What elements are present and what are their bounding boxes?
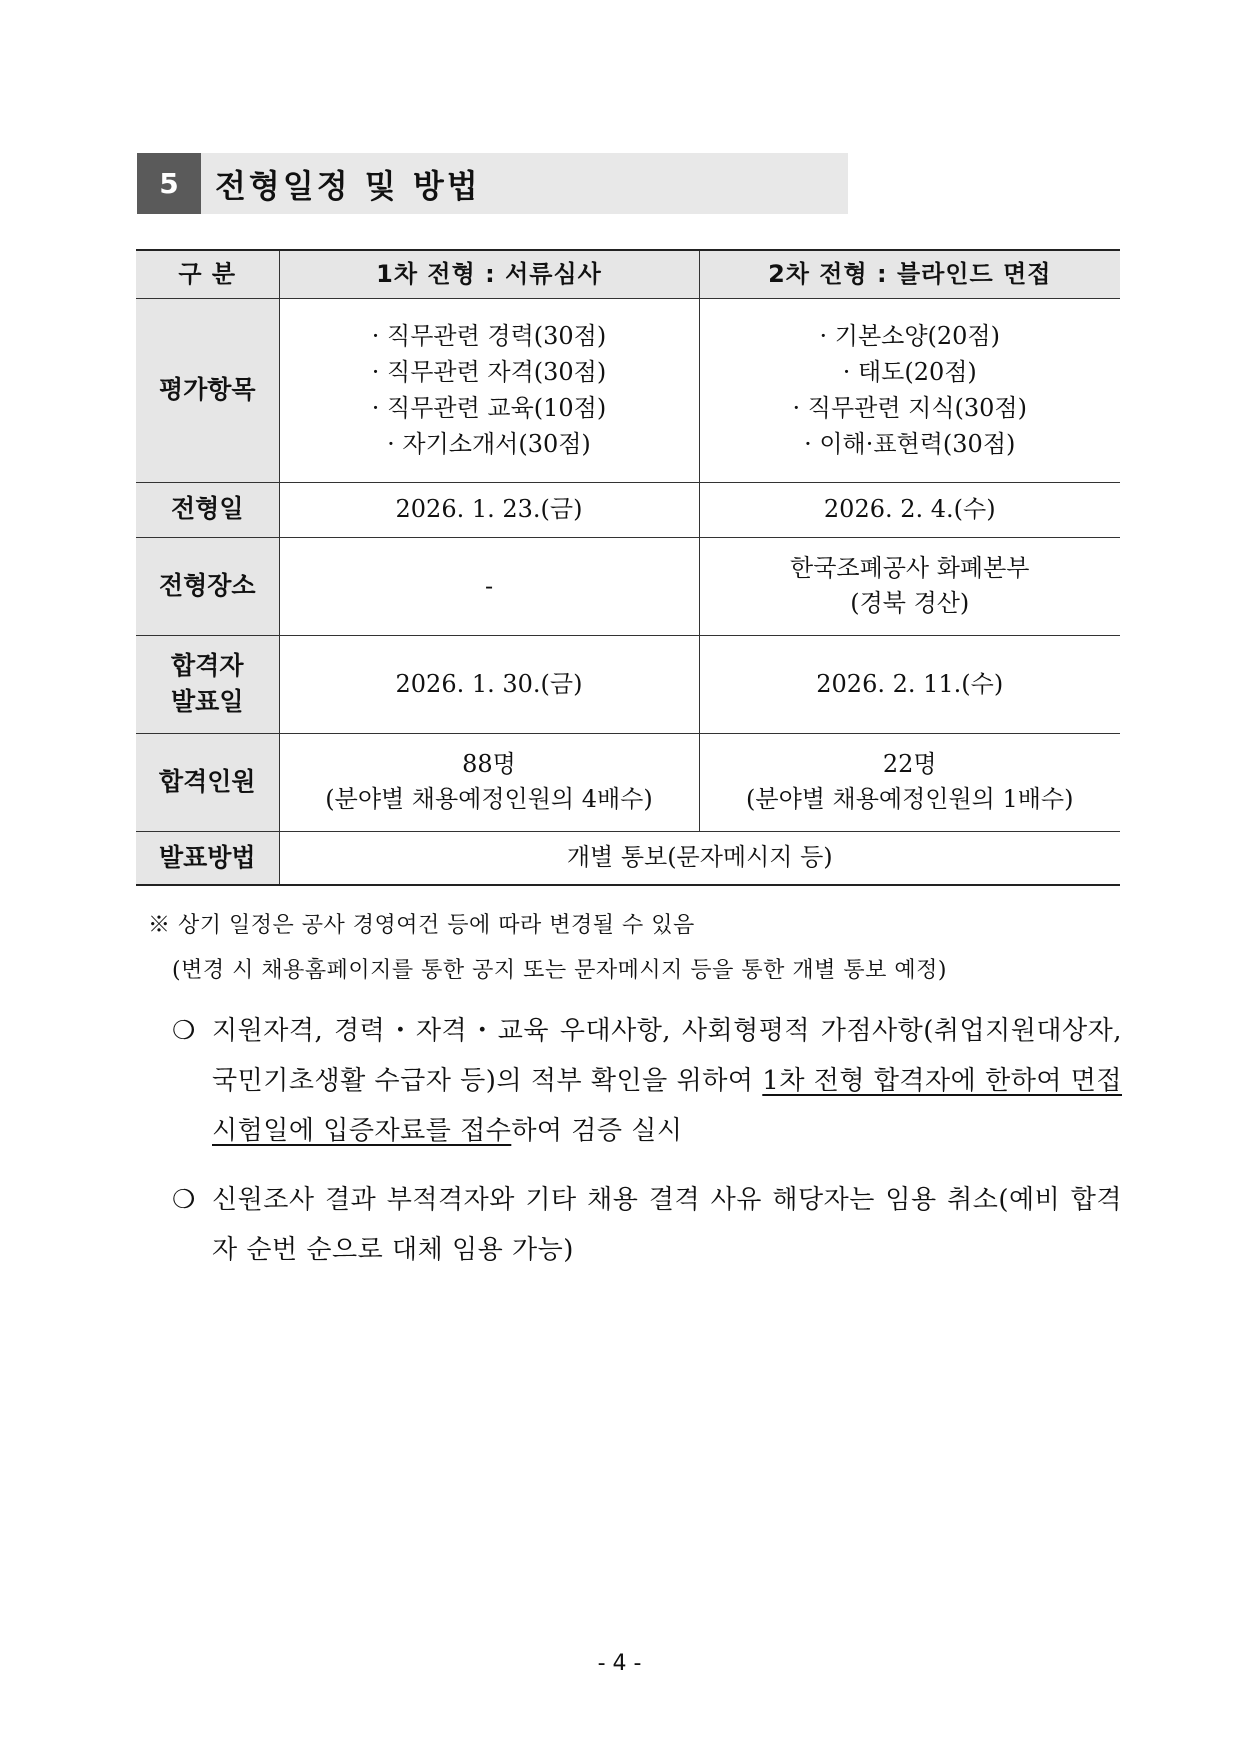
place-region: (경북 경산) [850, 589, 970, 617]
table-row-date [136, 482, 1120, 537]
bullet-text-part: 지원자격, 경력・자격・교육 우대사항, 사회형평적 가점사항(취업지원대상자, 국민기초생활 수급자 등)의 적부 확인을 위하여 [212, 1016, 1122, 1096]
circle-bullet-icon: ❍ [172, 1185, 196, 1215]
list-item: · 직무관련 교육(10점) [371, 394, 607, 422]
list-item: · 직무관련 경력(30점) [371, 322, 607, 350]
header-first-stage: 1차 전형 : 서류심사 [279, 250, 699, 298]
row-label-announce [136, 635, 279, 733]
row-label-line: 발표일 [171, 687, 244, 716]
bullet-text-emphasis: 1차 전형 합격자에 한하여 면접시험일에 입증자료를 접수 [212, 1066, 1122, 1146]
count-note: (분야별 채용예정인원의 1배수) [746, 785, 1074, 813]
section-number: 5 [137, 153, 201, 214]
schedule-note: ※ 상기 일정은 공사 경영여건 등에 따라 변경될 수 있음 [148, 913, 695, 938]
first-stage-place: - [279, 537, 699, 635]
list-item: · 직무관련 지식(30점) [792, 394, 1027, 422]
second-stage-place [699, 537, 1120, 635]
row-label-line: 합격자 [171, 650, 244, 680]
count-value: 88명 [462, 750, 516, 779]
first-stage-count [279, 733, 699, 831]
first-stage-items [279, 298, 699, 482]
list-item: · 태도(20점) [842, 358, 977, 386]
place-name: 한국조폐공사 화폐본부 [790, 554, 1030, 583]
header-second-stage: 2차 전형 : 블라인드 면접 [699, 250, 1120, 298]
second-stage-items [699, 298, 1120, 482]
first-stage-announce: 2026. 1. 30.(금) [279, 635, 699, 733]
list-item: · 이해·표현력(30점) [804, 430, 1016, 458]
table-row-place [136, 537, 1120, 635]
second-stage-date: 2026. 2. 4.(수) [699, 482, 1120, 537]
list-item: · 기본소양(20점) [819, 322, 1000, 350]
schedule-note-detail: (변경 시 채용홈페이지를 통한 공지 또는 문자메시지 등을 통한 개별 통보 예정) [172, 958, 947, 983]
first-stage-date: 2026. 1. 23.(금) [279, 482, 699, 537]
bullet-text-part: 하여 검증 실시 [511, 1116, 683, 1146]
section-title: 전형일정 및 방법 [215, 166, 481, 205]
bullet-text: 신원조사 결과 부적격자와 기타 채용 결격 사유 해당자는 임용 취소(예비 합격자 순번 순으로 대체 임용 가능) [212, 1185, 1122, 1265]
section-header [137, 153, 848, 214]
bullet-background-check [172, 1175, 1122, 1275]
table-header-row [136, 250, 1120, 298]
bullet-text [212, 1006, 1122, 1156]
announce-method: 개별 통보(문자메시지 등) [279, 831, 1120, 885]
second-stage-count [699, 733, 1120, 831]
table-row-items [136, 298, 1120, 482]
table-row-method [136, 831, 1120, 885]
row-label-items: 평가항목 [136, 298, 279, 482]
bullet-verification [172, 1006, 1122, 1156]
schedule-table [136, 249, 1120, 886]
table-row-count [136, 733, 1120, 831]
count-note: (분야별 채용예정인원의 4배수) [325, 785, 653, 813]
row-label-place: 전형장소 [136, 537, 279, 635]
list-item: · 자기소개서(30점) [387, 430, 591, 458]
count-value: 22명 [882, 750, 937, 779]
table-row-announce [136, 635, 1120, 733]
row-label-count: 합격인원 [136, 733, 279, 831]
list-item: · 직무관련 자격(30점) [371, 358, 607, 386]
page-number: - 4 - [597, 1651, 642, 1676]
row-label-date: 전형일 [136, 482, 279, 537]
second-stage-announce: 2026. 2. 11.(수) [699, 635, 1120, 733]
header-category: 구 분 [136, 250, 279, 298]
row-label-method: 발표방법 [136, 831, 279, 885]
circle-bullet-icon: ❍ [172, 1016, 196, 1046]
